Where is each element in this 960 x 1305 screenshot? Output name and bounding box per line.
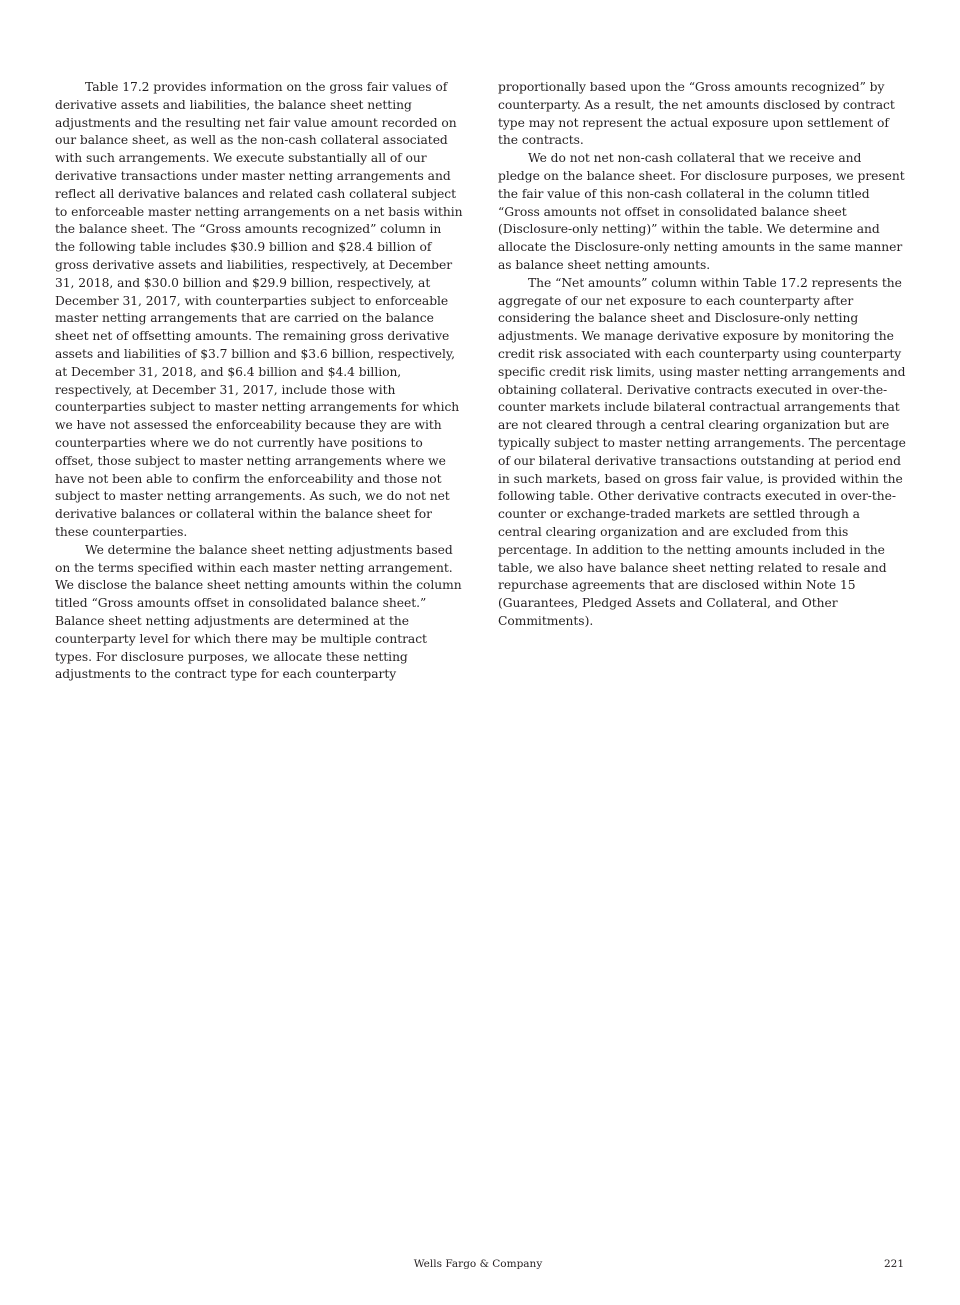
paragraph-net-amounts: The “Net amounts” column within Table 17.2 represents the aggregate of our net exposure to each counterparty after considering the balance sheet and Disclosure-only netting adjustments. We manage derivative exposure by monitoring the credit risk associated with each counterparty using counterparty specific credit risk limits, using master netting arrangements and obtaining collateral. Derivative contracts executed in over-the-counter markets include bilateral contractual arrangements that are not cleared through a central clearing organization but are typically subject to master netting arrangements. The percentage of our bilateral derivative transactions outstanding at period end in such markets, based on gross fair value, is provided within the following table. Other derivative contracts executed in over-the-counter or exchange-traded markets are settled through a central clearing organization and are excluded from this percentage. In addition to the netting amounts included in the table, we also have balance sheet netting related to resale and repurchase agreements that are disclosed within Note 15 (Guarantees, Pledged Assets and Collateral, and Other Commitments).: [498, 275, 906, 628]
footer-company-name: Wells Fargo & Company: [413, 1258, 543, 1270]
paragraph-table-17-2-overview: Table 17.2 provides information on the gross fair values of derivative assets and liabilities, the balance sheet netting adjustments and the resulting net fair value amount recorded on our balance sheet, as well as the non-cash collateral associated with such arrangements. We execute substantially all of our derivative transactions under master netting arrangements and reflect all derivative balances and related cash collateral subject to enforceable master netting arrangements on a net basis within the balance sheet. The “Gross amounts recognized” column in the following table includes $30.9 billion and $28.4 billion of gross derivative assets and liabilities, respectively, at December 31, 2018, and $30.0 billion and $29.9 billion, respectively, at December 31, 2017, with counterparties subject to enforceable master netting arrangements that are carried on the balance sheet net of offsetting amounts. The remaining gross derivative assets and liabilities of $3.7 billion and $3.6 billion, respectively, at December 31, 2018, and $6.4 billion and $4.4 billion, respectively, at December 31, 2017, include those with counterparties subject to master netting arrangements for which we have not assessed the enforceability because they are with counterparties where we do not currently have positions to offset, those subject to master netting arrangements where we have not been able to confirm the enforceability and those not subject to master netting arrangements. As such, we do not net derivative balances or collateral within the balance sheet for these counterparties.: [55, 80, 463, 539]
right-text-column: [498, 79, 906, 631]
paragraph-non-cash-collateral: We do not net non-cash collateral that we receive and pledge on the balance sheet. For disclosure purposes, we present the fair value of this non-cash collateral in the column titled “Gross amounts not offset in consolidated balance sheet (Disclosure-only netting)” within the table. We determine and allocate the Disclosure-only netting amounts in the same manner as balance sheet netting amounts.: [498, 151, 905, 272]
left-text-column: [55, 79, 463, 684]
paragraph-netting-adjustments: We determine the balance sheet netting adjustments based on the terms specified within each master netting arrangement. We disclose the balance sheet netting amounts within the column titled “Gross amounts offset in consolidated balance sheet.” Balance sheet netting adjustments are determined at the counterparty level for which there may be multiple contract types. For disclosure purposes, we allocate these netting adjustments to the contract type for each counterparty: [55, 542, 462, 682]
paragraph-continuation: proportionally based upon the “Gross amounts recognized” by counterparty. As a result, the net amounts disclosed by contract type may not represent the actual exposure upon settlement of the contracts.: [498, 80, 895, 148]
footer-page-number: 221: [883, 1258, 904, 1270]
